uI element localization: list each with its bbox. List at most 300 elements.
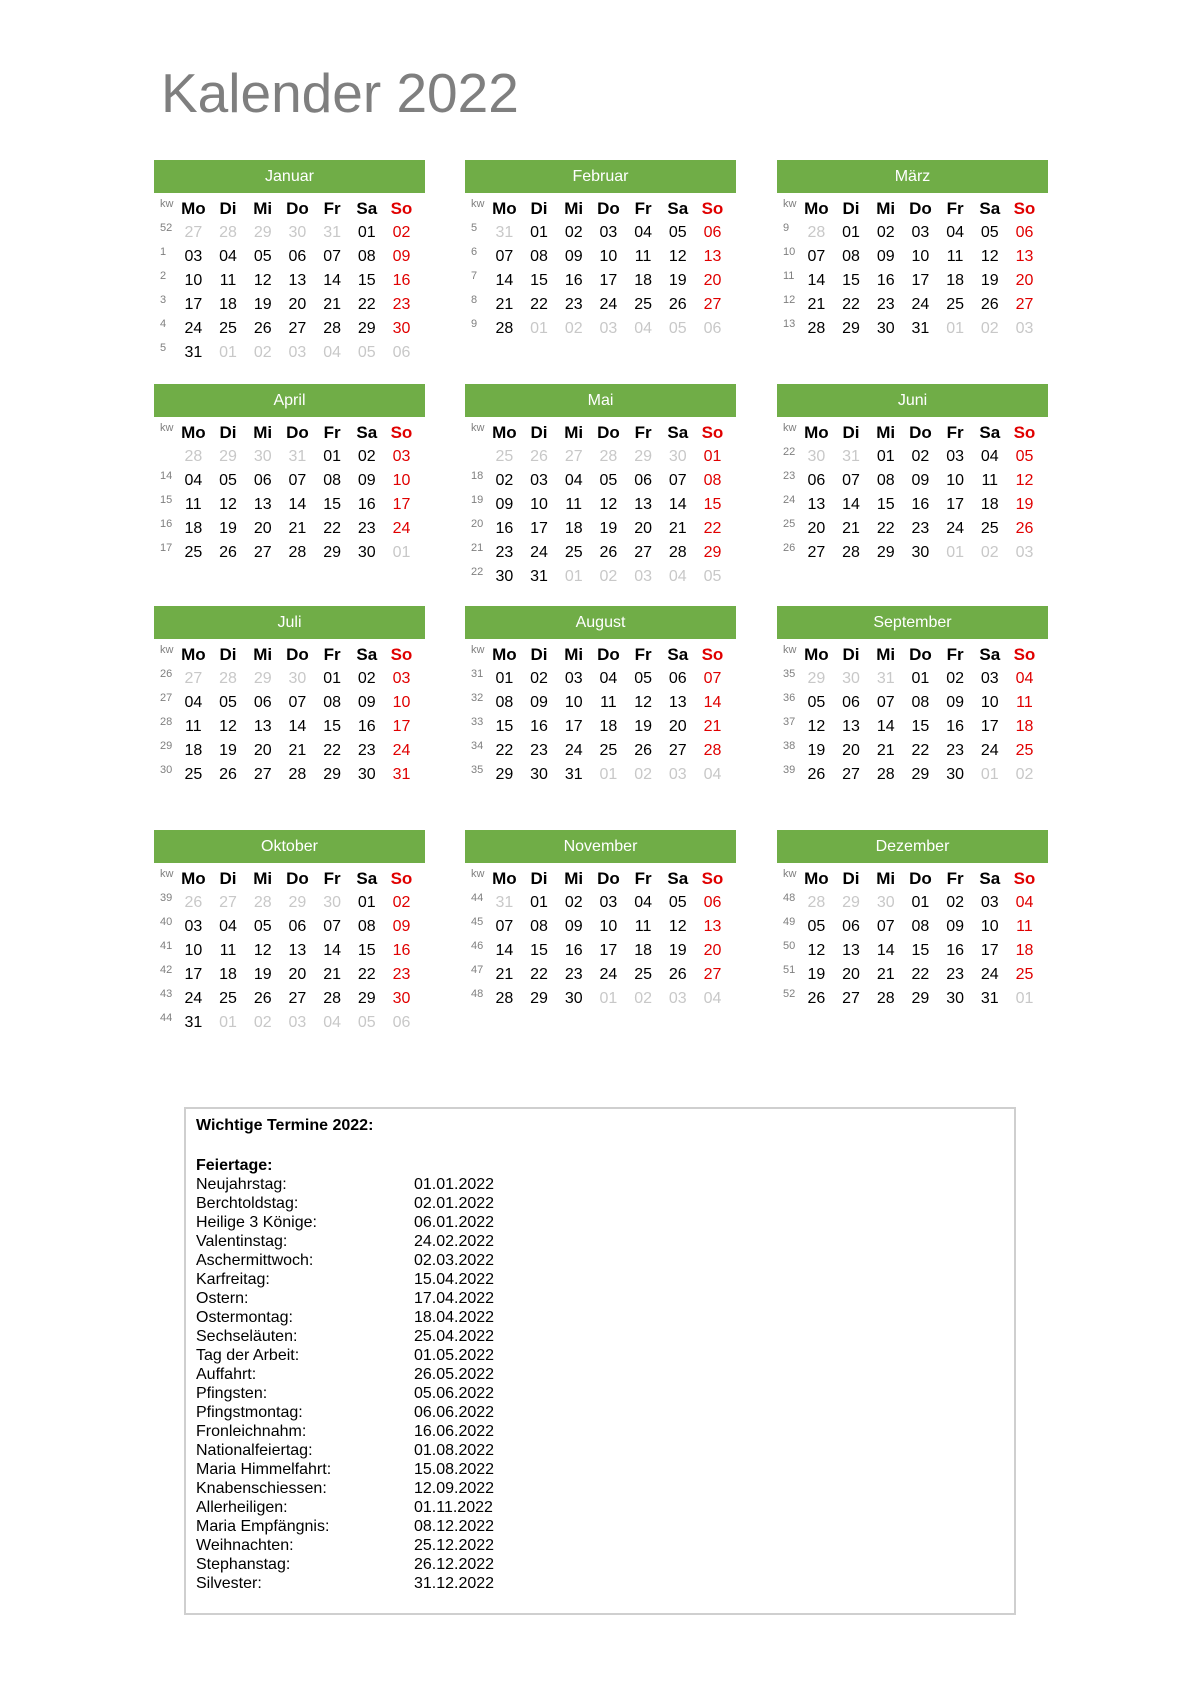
day-cell[interactable]: 10 (980, 918, 999, 935)
day-cell[interactable]: 16 (357, 718, 376, 735)
day-cell[interactable]: 24 (980, 966, 999, 983)
day-cell[interactable]: 19 (668, 942, 687, 959)
day-cell[interactable]: 18 (184, 742, 203, 759)
day-cell[interactable]: 02 (495, 472, 514, 489)
day-cell[interactable]: 17 (599, 942, 618, 959)
day-cell[interactable]: 31 (876, 670, 895, 687)
day-cell[interactable]: 01 (323, 670, 341, 687)
day-cell[interactable]: 20 (807, 520, 826, 537)
day-cell[interactable]: 05 (668, 224, 687, 241)
day-cell[interactable]: 16 (495, 520, 514, 537)
day-cell[interactable]: 17 (980, 718, 999, 735)
day-cell[interactable]: 06 (253, 472, 272, 489)
day-cell[interactable]: 19 (1015, 496, 1034, 513)
day-cell[interactable]: 28 (842, 544, 860, 561)
day-cell[interactable]: 11 (185, 496, 202, 513)
day-cell[interactable]: 02 (392, 894, 411, 911)
day-cell[interactable]: 22 (911, 742, 930, 759)
day-cell[interactable]: 29 (530, 990, 548, 1007)
day-cell[interactable]: 19 (219, 520, 237, 537)
day-cell[interactable]: 12 (668, 918, 687, 935)
day-cell[interactable]: 02 (980, 320, 999, 337)
day-cell[interactable]: 19 (807, 742, 826, 759)
day-cell[interactable]: 24 (184, 990, 203, 1007)
day-cell[interactable]: 18 (184, 520, 203, 537)
day-cell[interactable]: 13 (842, 718, 860, 735)
day-cell[interactable]: 12 (807, 942, 826, 959)
day-cell[interactable]: 04 (323, 1014, 341, 1031)
day-cell[interactable]: 20 (253, 520, 272, 537)
day-cell[interactable]: 30 (876, 320, 895, 337)
day-cell[interactable]: 29 (323, 766, 341, 783)
day-cell[interactable]: 28 (495, 990, 514, 1007)
day-cell[interactable]: 31 (323, 224, 341, 241)
day-cell[interactable]: 29 (807, 670, 826, 687)
day-cell[interactable]: 23 (564, 296, 583, 313)
day-cell[interactable]: 28 (807, 224, 826, 241)
day-cell[interactable]: 07 (495, 248, 514, 265)
day-cell[interactable]: 18 (1015, 942, 1034, 959)
day-cell[interactable]: 26 (668, 296, 687, 313)
day-cell[interactable]: 01 (530, 320, 548, 337)
day-cell[interactable]: 11 (946, 248, 964, 265)
day-cell[interactable]: 25 (219, 990, 237, 1007)
day-cell[interactable]: 01 (1015, 990, 1034, 1007)
day-cell[interactable]: 06 (253, 694, 272, 711)
day-cell[interactable]: 25 (495, 448, 514, 465)
day-cell[interactable]: 28 (253, 894, 272, 911)
day-cell[interactable]: 06 (668, 670, 687, 687)
day-cell[interactable]: 07 (288, 694, 307, 711)
day-cell[interactable]: 01 (564, 568, 583, 585)
day-cell[interactable]: 09 (495, 496, 514, 513)
day-cell[interactable]: 11 (981, 472, 999, 489)
day-cell[interactable]: 29 (495, 766, 514, 783)
day-cell[interactable]: 05 (1015, 448, 1034, 465)
day-cell[interactable]: 30 (946, 766, 964, 783)
day-cell[interactable]: 15 (842, 272, 860, 289)
day-cell[interactable]: 03 (911, 224, 930, 241)
day-cell[interactable]: 17 (911, 272, 930, 289)
day-cell[interactable]: 31 (530, 568, 548, 585)
day-cell[interactable]: 30 (392, 990, 411, 1007)
day-cell[interactable]: 29 (288, 894, 307, 911)
day-cell[interactable]: 16 (530, 718, 548, 735)
day-cell[interactable]: 03 (668, 990, 687, 1007)
day-cell[interactable]: 24 (946, 520, 964, 537)
day-cell[interactable]: 18 (634, 272, 652, 289)
day-cell[interactable]: 05 (703, 568, 722, 585)
day-cell[interactable]: 11 (634, 918, 652, 935)
day-cell[interactable]: 15 (357, 272, 376, 289)
day-cell[interactable]: 29 (253, 224, 272, 241)
day-cell[interactable]: 25 (1015, 742, 1034, 759)
day-cell[interactable]: 05 (357, 1014, 376, 1031)
day-cell[interactable]: 16 (946, 718, 964, 735)
day-cell[interactable]: 04 (668, 568, 687, 585)
day-cell[interactable]: 14 (876, 718, 895, 735)
day-cell[interactable]: 04 (1015, 894, 1034, 911)
day-cell[interactable]: 19 (668, 272, 687, 289)
day-cell[interactable]: 27 (807, 544, 826, 561)
day-cell[interactable]: 10 (184, 942, 203, 959)
day-cell[interactable]: 27 (703, 296, 722, 313)
day-cell[interactable]: 04 (219, 918, 237, 935)
day-cell[interactable]: 28 (876, 990, 895, 1007)
day-cell[interactable]: 30 (288, 670, 307, 687)
day-cell[interactable]: 29 (911, 766, 930, 783)
day-cell[interactable]: 24 (530, 544, 548, 561)
day-cell[interactable]: 04 (323, 344, 341, 361)
day-cell[interactable]: 22 (842, 296, 860, 313)
day-cell[interactable]: 22 (876, 520, 895, 537)
day-cell[interactable]: 22 (495, 742, 514, 759)
day-cell[interactable]: 22 (323, 742, 341, 759)
day-cell[interactable]: 12 (599, 496, 618, 513)
day-cell[interactable]: 13 (288, 942, 307, 959)
day-cell[interactable]: 29 (357, 320, 376, 337)
day-cell[interactable]: 12 (668, 248, 687, 265)
day-cell[interactable]: 22 (323, 520, 341, 537)
day-cell[interactable]: 08 (876, 472, 895, 489)
day-cell[interactable]: 30 (564, 990, 583, 1007)
day-cell[interactable]: 28 (323, 990, 341, 1007)
day-cell[interactable]: 05 (599, 472, 618, 489)
day-cell[interactable]: 18 (1015, 718, 1034, 735)
day-cell[interactable]: 13 (1015, 248, 1034, 265)
day-cell[interactable]: 04 (219, 248, 237, 265)
day-cell[interactable]: 20 (842, 742, 860, 759)
day-cell[interactable]: 11 (1016, 694, 1033, 711)
day-cell[interactable]: 12 (253, 272, 272, 289)
day-cell[interactable]: 06 (634, 472, 652, 489)
day-cell[interactable]: 25 (980, 520, 999, 537)
day-cell[interactable]: 03 (946, 448, 964, 465)
day-cell[interactable]: 21 (288, 520, 307, 537)
day-cell[interactable]: 02 (876, 224, 895, 241)
day-cell[interactable]: 20 (634, 520, 652, 537)
day-cell[interactable]: 02 (1015, 766, 1034, 783)
day-cell[interactable]: 27 (842, 766, 860, 783)
day-cell[interactable]: 01 (703, 448, 722, 465)
day-cell[interactable]: 27 (288, 990, 307, 1007)
day-cell[interactable]: 07 (288, 472, 307, 489)
day-cell[interactable]: 04 (634, 320, 652, 337)
day-cell[interactable]: 09 (357, 472, 376, 489)
day-cell[interactable]: 03 (184, 248, 203, 265)
day-cell[interactable]: 30 (323, 894, 341, 911)
day-cell[interactable]: 19 (634, 718, 652, 735)
day-cell[interactable]: 20 (1015, 272, 1034, 289)
day-cell[interactable]: 06 (703, 894, 722, 911)
day-cell[interactable]: 11 (185, 718, 202, 735)
day-cell[interactable]: 06 (288, 918, 307, 935)
day-cell[interactable]: 21 (495, 296, 514, 313)
day-cell[interactable]: 01 (219, 344, 237, 361)
day-cell[interactable]: 19 (253, 296, 272, 313)
day-cell[interactable]: 13 (703, 248, 722, 265)
day-cell[interactable]: 13 (807, 496, 826, 513)
day-cell[interactable]: 27 (842, 990, 860, 1007)
day-cell[interactable]: 25 (599, 742, 618, 759)
day-cell[interactable]: 03 (980, 894, 999, 911)
day-cell[interactable]: 10 (599, 918, 618, 935)
day-cell[interactable]: 05 (357, 344, 376, 361)
day-cell[interactable]: 14 (288, 496, 307, 513)
day-cell[interactable]: 05 (634, 670, 652, 687)
day-cell[interactable]: 18 (219, 966, 237, 983)
day-cell[interactable]: 23 (357, 520, 376, 537)
day-cell[interactable]: 30 (911, 544, 930, 561)
day-cell[interactable]: 08 (323, 472, 341, 489)
day-cell[interactable]: 09 (564, 248, 583, 265)
day-cell[interactable]: 28 (668, 544, 687, 561)
day-cell[interactable]: 21 (876, 742, 895, 759)
day-cell[interactable]: 27 (703, 966, 722, 983)
day-cell[interactable]: 27 (634, 544, 652, 561)
day-cell[interactable]: 25 (1015, 966, 1034, 983)
day-cell[interactable]: 27 (253, 544, 272, 561)
day-cell[interactable]: 24 (564, 742, 583, 759)
day-cell[interactable]: 12 (807, 718, 826, 735)
day-cell[interactable]: 03 (599, 320, 618, 337)
day-cell[interactable]: 07 (876, 694, 895, 711)
day-cell[interactable]: 17 (980, 942, 999, 959)
day-cell[interactable]: 02 (564, 894, 583, 911)
day-cell[interactable]: 11 (219, 272, 237, 289)
day-cell[interactable]: 08 (911, 694, 930, 711)
day-cell[interactable]: 10 (564, 694, 583, 711)
day-cell[interactable]: 15 (495, 718, 514, 735)
day-cell[interactable]: 16 (946, 942, 964, 959)
day-cell[interactable]: 08 (495, 694, 514, 711)
day-cell[interactable]: 18 (599, 718, 618, 735)
day-cell[interactable]: 22 (357, 296, 376, 313)
day-cell[interactable]: 08 (530, 248, 548, 265)
day-cell[interactable]: 30 (530, 766, 548, 783)
day-cell[interactable]: 18 (564, 520, 583, 537)
day-cell[interactable]: 23 (392, 966, 411, 983)
day-cell[interactable]: 14 (807, 272, 826, 289)
day-cell[interactable]: 29 (911, 990, 930, 1007)
day-cell[interactable]: 25 (184, 544, 203, 561)
day-cell[interactable]: 17 (599, 272, 618, 289)
day-cell[interactable]: 21 (288, 742, 307, 759)
day-cell[interactable]: 15 (530, 942, 548, 959)
day-cell[interactable]: 30 (392, 320, 411, 337)
day-cell[interactable]: 24 (184, 320, 203, 337)
day-cell[interactable]: 26 (1015, 520, 1034, 537)
day-cell[interactable]: 18 (980, 496, 999, 513)
day-cell[interactable]: 29 (323, 544, 341, 561)
day-cell[interactable]: 15 (357, 942, 376, 959)
day-cell[interactable]: 30 (495, 568, 514, 585)
day-cell[interactable]: 03 (288, 1014, 307, 1031)
day-cell[interactable]: 28 (184, 448, 203, 465)
day-cell[interactable]: 04 (634, 894, 652, 911)
day-cell[interactable]: 25 (564, 544, 583, 561)
day-cell[interactable]: 09 (392, 918, 411, 935)
day-cell[interactable]: 15 (323, 718, 341, 735)
day-cell[interactable]: 04 (564, 472, 583, 489)
day-cell[interactable]: 04 (980, 448, 999, 465)
day-cell[interactable]: 17 (392, 496, 411, 513)
day-cell[interactable]: 26 (634, 742, 652, 759)
day-cell[interactable]: 05 (253, 248, 272, 265)
day-cell[interactable]: 17 (184, 966, 203, 983)
day-cell[interactable]: 23 (946, 966, 964, 983)
day-cell[interactable]: 13 (842, 942, 860, 959)
day-cell[interactable]: 26 (807, 990, 826, 1007)
day-cell[interactable]: 09 (530, 694, 548, 711)
day-cell[interactable]: 12 (219, 718, 237, 735)
day-cell[interactable]: 08 (357, 918, 376, 935)
day-cell[interactable]: 22 (911, 966, 930, 983)
day-cell[interactable]: 18 (946, 272, 964, 289)
day-cell[interactable]: 05 (253, 918, 272, 935)
day-cell[interactable]: 05 (807, 918, 826, 935)
day-cell[interactable]: 11 (634, 248, 652, 265)
day-cell[interactable]: 02 (530, 670, 548, 687)
day-cell[interactable]: 02 (634, 990, 652, 1007)
day-cell[interactable]: 04 (1015, 670, 1034, 687)
day-cell[interactable]: 20 (288, 296, 307, 313)
day-cell[interactable]: 09 (946, 918, 964, 935)
day-cell[interactable]: 31 (980, 990, 999, 1007)
day-cell[interactable]: 21 (668, 520, 687, 537)
day-cell[interactable]: 26 (668, 966, 687, 983)
day-cell[interactable]: 29 (703, 544, 722, 561)
day-cell[interactable]: 02 (357, 670, 376, 687)
day-cell[interactable]: 11 (1016, 918, 1033, 935)
day-cell[interactable]: 23 (946, 742, 964, 759)
day-cell[interactable]: 02 (253, 344, 272, 361)
day-cell[interactable]: 28 (219, 670, 237, 687)
day-cell[interactable]: 16 (392, 272, 411, 289)
day-cell[interactable]: 24 (980, 742, 999, 759)
day-cell[interactable]: 10 (184, 272, 203, 289)
day-cell[interactable]: 28 (219, 224, 237, 241)
day-cell[interactable]: 21 (703, 718, 722, 735)
day-cell[interactable]: 16 (911, 496, 930, 513)
day-cell[interactable]: 21 (876, 966, 895, 983)
day-cell[interactable]: 21 (323, 966, 341, 983)
day-cell[interactable]: 05 (980, 224, 999, 241)
day-cell[interactable]: 20 (253, 742, 272, 759)
day-cell[interactable]: 02 (946, 670, 964, 687)
day-cell[interactable]: 19 (219, 742, 237, 759)
day-cell[interactable]: 29 (876, 544, 895, 561)
day-cell[interactable]: 08 (323, 694, 341, 711)
day-cell[interactable]: 17 (564, 718, 583, 735)
day-cell[interactable]: 14 (495, 272, 514, 289)
day-cell[interactable]: 15 (530, 272, 548, 289)
day-cell[interactable]: 15 (876, 496, 895, 513)
day-cell[interactable]: 30 (946, 990, 964, 1007)
day-cell[interactable]: 01 (357, 894, 376, 911)
day-cell[interactable]: 31 (392, 766, 411, 783)
day-cell[interactable]: 08 (842, 248, 860, 265)
day-cell[interactable]: 29 (634, 448, 652, 465)
day-cell[interactable]: 08 (357, 248, 376, 265)
day-cell[interactable]: 10 (392, 694, 411, 711)
day-cell[interactable]: 12 (219, 496, 237, 513)
day-cell[interactable]: 04 (184, 694, 203, 711)
day-cell[interactable]: 20 (288, 966, 307, 983)
day-cell[interactable]: 24 (599, 966, 618, 983)
day-cell[interactable]: 30 (288, 224, 307, 241)
day-cell[interactable]: 11 (600, 694, 617, 711)
day-cell[interactable]: 30 (357, 544, 376, 561)
day-cell[interactable]: 26 (807, 766, 826, 783)
day-cell[interactable]: 31 (911, 320, 930, 337)
day-cell[interactable]: 03 (392, 670, 411, 687)
day-cell[interactable]: 03 (599, 224, 618, 241)
day-cell[interactable]: 03 (634, 568, 652, 585)
day-cell[interactable]: 03 (564, 670, 583, 687)
day-cell[interactable]: 14 (323, 272, 341, 289)
day-cell[interactable]: 25 (634, 966, 652, 983)
day-cell[interactable]: 01 (876, 448, 895, 465)
day-cell[interactable]: 02 (599, 568, 618, 585)
day-cell[interactable]: 01 (842, 224, 860, 241)
day-cell[interactable]: 04 (599, 670, 618, 687)
day-cell[interactable]: 09 (946, 694, 964, 711)
day-cell[interactable]: 31 (495, 894, 514, 911)
day-cell[interactable]: 14 (668, 496, 687, 513)
day-cell[interactable]: 20 (703, 942, 722, 959)
day-cell[interactable]: 30 (842, 670, 860, 687)
day-cell[interactable]: 24 (392, 742, 411, 759)
day-cell[interactable]: 15 (703, 496, 722, 513)
day-cell[interactable]: 01 (357, 224, 376, 241)
day-cell[interactable]: 29 (253, 670, 272, 687)
day-cell[interactable]: 01 (530, 894, 548, 911)
day-cell[interactable]: 03 (1015, 544, 1034, 561)
day-cell[interactable]: 30 (357, 766, 376, 783)
day-cell[interactable]: 07 (842, 472, 860, 489)
day-cell[interactable]: 18 (634, 942, 652, 959)
day-cell[interactable]: 06 (703, 320, 722, 337)
day-cell[interactable]: 04 (703, 766, 722, 783)
day-cell[interactable]: 12 (634, 694, 652, 711)
day-cell[interactable]: 23 (911, 520, 930, 537)
day-cell[interactable]: 09 (392, 248, 411, 265)
day-cell[interactable]: 01 (980, 766, 999, 783)
day-cell[interactable]: 13 (703, 918, 722, 935)
day-cell[interactable]: 08 (530, 918, 548, 935)
day-cell[interactable]: 06 (392, 1014, 411, 1031)
day-cell[interactable]: 03 (668, 766, 687, 783)
day-cell[interactable]: 02 (253, 1014, 272, 1031)
day-cell[interactable]: 27 (219, 894, 237, 911)
day-cell[interactable]: 26 (253, 990, 272, 1007)
day-cell[interactable]: 06 (807, 472, 826, 489)
day-cell[interactable]: 22 (703, 520, 722, 537)
day-cell[interactable]: 19 (807, 966, 826, 983)
day-cell[interactable]: 17 (392, 718, 411, 735)
day-cell[interactable]: 17 (946, 496, 964, 513)
day-cell[interactable]: 26 (219, 544, 237, 561)
day-cell[interactable]: 22 (530, 966, 548, 983)
day-cell[interactable]: 05 (668, 320, 687, 337)
day-cell[interactable]: 18 (219, 296, 237, 313)
day-cell[interactable]: 31 (564, 766, 583, 783)
day-cell[interactable]: 10 (599, 248, 618, 265)
day-cell[interactable]: 23 (530, 742, 548, 759)
day-cell[interactable]: 25 (634, 296, 652, 313)
day-cell[interactable]: 03 (530, 472, 548, 489)
